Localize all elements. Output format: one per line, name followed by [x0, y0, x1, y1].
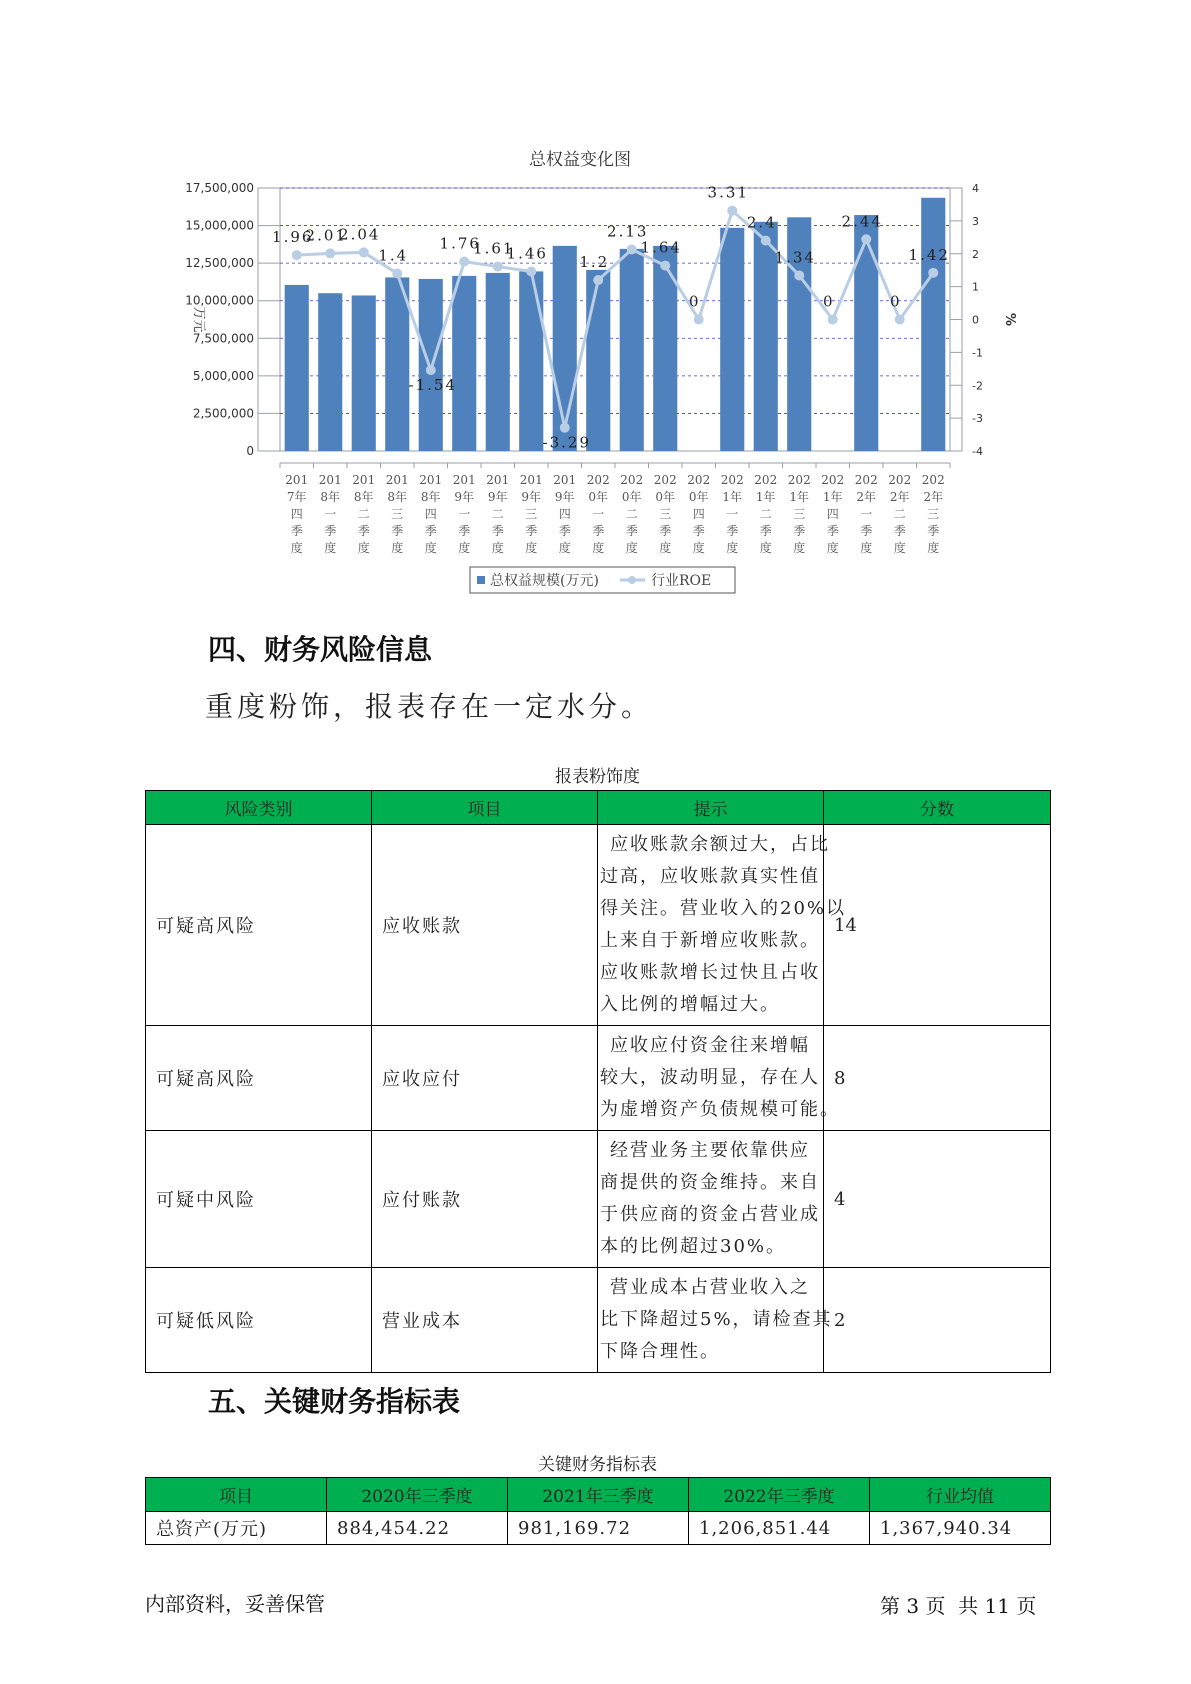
- risk-category-cell: 可疑高风险: [146, 1026, 372, 1131]
- footer-confidential: 内部资料，妥善保管: [145, 1592, 325, 1616]
- roe-data-label: 1.42: [908, 245, 950, 264]
- roe-data-label: 1.96: [272, 228, 314, 247]
- y-right-title: %: [1002, 312, 1017, 327]
- bar: [586, 270, 610, 451]
- risk-hint-line: 过高，应收账款真实性值: [600, 866, 820, 887]
- roe-point: [727, 206, 737, 216]
- roe-point: [459, 257, 469, 267]
- y-left-tick-label: 15,000,000: [185, 218, 254, 233]
- x-tick-label: 201 8年二季度: [352, 473, 376, 555]
- roe-point: [292, 250, 302, 260]
- bar: [519, 271, 543, 451]
- x-tick-label: 201 9年一季度: [452, 473, 476, 555]
- roe-point: [761, 236, 771, 246]
- bar: [352, 295, 376, 451]
- risk-table: [145, 790, 1051, 1373]
- y-left-tick-label: 10,000,000: [185, 293, 254, 308]
- kpi-table-header: [146, 1478, 1051, 1512]
- bar: [854, 215, 878, 451]
- roe-point: [560, 423, 570, 433]
- x-tick-label: 202 1年二季度: [754, 473, 778, 555]
- roe-data-label: 0: [822, 292, 835, 311]
- bar: [385, 277, 409, 451]
- chart-title: 总权益变化图: [529, 150, 631, 170]
- roe-point: [392, 268, 402, 278]
- table-row: [146, 1131, 1051, 1268]
- risk-hint-line: 经营业务主要依靠供应: [610, 1140, 810, 1161]
- header-cell: 项目: [372, 791, 598, 825]
- y-right-tick-label: -3: [972, 412, 983, 426]
- header-cell: 2020年三季度: [327, 1478, 508, 1512]
- kpi-table: [145, 1477, 1051, 1545]
- kpi-table-caption: 关键财务指标表: [538, 1455, 657, 1475]
- roe-point: [593, 275, 603, 285]
- x-tick-label: 201 8年三季度: [385, 473, 409, 555]
- y-right-tick-label: -4: [972, 445, 983, 458]
- bar: [486, 273, 510, 451]
- y-right-tick-label: 0: [972, 313, 979, 327]
- x-tick-label: 201 9年四季度: [553, 473, 577, 555]
- y-left-tick-label: 17,500,000: [185, 181, 254, 195]
- risk-score-cell: 14: [824, 825, 1051, 1026]
- table-row: [146, 1026, 1051, 1131]
- risk-hint-line: 商提供的资金维持。来自: [600, 1172, 820, 1193]
- kpi-cell: 884,454.22: [327, 1512, 508, 1545]
- x-tick-label: 201 8年一季度: [318, 473, 342, 555]
- y-right-tick-label: 4: [972, 182, 979, 195]
- risk-summary: 重度粉饰，报表存在一定水分。: [205, 690, 654, 723]
- x-tick-label: 202 0年四季度: [687, 473, 711, 555]
- y-right-tick-label: 3: [972, 214, 979, 228]
- roe-data-label: 2.4: [746, 213, 777, 232]
- x-tick-label: 202 0年一季度: [586, 473, 610, 555]
- risk-hint-line: 比下降超过5%，请检查其: [600, 1309, 833, 1330]
- x-tick-label: 201 7年四季度: [285, 473, 309, 555]
- roe-point: [895, 315, 905, 325]
- chart-svg: [180, 140, 1017, 600]
- table-row: [146, 1512, 1051, 1545]
- x-tick-label: 202 0年三季度: [653, 473, 677, 555]
- roe-point: [526, 267, 536, 277]
- risk-item-cell: 应收账款: [372, 825, 598, 1026]
- x-tick-label: 201 8年四季度: [419, 473, 443, 555]
- risk-category-cell: 可疑中风险: [146, 1131, 372, 1268]
- roe-data-label: -3.29: [542, 433, 591, 452]
- roe-data-label: -1.54: [408, 376, 457, 395]
- roe-point: [861, 234, 871, 244]
- x-tick-label: 201 9年二季度: [486, 473, 510, 555]
- y-right-tick-label: 2: [972, 247, 979, 261]
- roe-data-label: 2.13: [607, 222, 649, 241]
- risk-hint-line: 应收账款增长过快且占收: [600, 962, 820, 983]
- header-cell: 提示: [598, 791, 824, 825]
- table-row: [146, 825, 1051, 1026]
- x-tick-label: 202 1年四季度: [821, 473, 845, 555]
- risk-score-cell: 2: [824, 1268, 1051, 1373]
- kpi-cell: 1,367,940.34: [870, 1512, 1051, 1545]
- x-tick-label: 202 0年二季度: [620, 473, 644, 555]
- risk-hint-line: 本的比例超过30%。: [600, 1236, 787, 1257]
- roe-data-label: 3.31: [707, 183, 749, 202]
- footer-page-number: 第 3 页 共 11 页: [880, 1594, 1037, 1618]
- risk-item-cell: 应付账款: [372, 1131, 598, 1268]
- roe-point: [794, 270, 804, 280]
- kpi-cell: 981,169.72: [508, 1512, 689, 1545]
- roe-data-label: 1.2: [579, 253, 610, 272]
- legend-line-marker: [628, 576, 636, 584]
- risk-hint-line: 较大，波动明显，存在人: [600, 1067, 820, 1088]
- section-heading-risk: 四、财务风险信息: [208, 633, 433, 666]
- x-tick-label: 202 2年三季度: [921, 473, 945, 555]
- y-left-tick-label: 12,500,000: [185, 256, 254, 271]
- risk-score-cell: 8: [824, 1026, 1051, 1131]
- roe-data-label: 0: [889, 292, 902, 311]
- risk-item-cell: 应收应付: [372, 1026, 598, 1131]
- roe-data-label: 2.44: [841, 212, 883, 231]
- bar: [921, 198, 945, 451]
- legend-line-label: 行业ROE: [651, 573, 712, 589]
- bar: [452, 276, 476, 451]
- x-tick-label: 202 2年二季度: [888, 473, 912, 555]
- bar: [553, 246, 577, 451]
- roe-point: [627, 244, 637, 254]
- roe-data-label: 2.04: [339, 225, 381, 244]
- y-right-tick-label: -1: [972, 346, 983, 360]
- risk-item-cell: 营业成本: [372, 1268, 598, 1373]
- risk-score-cell: 4: [824, 1131, 1051, 1268]
- y-right-tick-label: -2: [972, 379, 983, 393]
- header-cell: 2022年三季度: [689, 1478, 870, 1512]
- y-left-title: 万元: [191, 306, 206, 333]
- bar: [419, 279, 443, 451]
- risk-hint-cell: [598, 1131, 824, 1268]
- header-cell: 行业均值: [870, 1478, 1051, 1512]
- y-right-tick-label: 1: [972, 280, 979, 294]
- x-tick-label: 202 1年一季度: [720, 473, 744, 555]
- risk-hint-line: 应收应付资金往来增幅: [610, 1035, 810, 1056]
- roe-data-label: 1.34: [774, 248, 816, 267]
- equity-chart: [180, 140, 1017, 600]
- bar: [285, 285, 309, 451]
- kpi-cell: 总资产(万元): [146, 1512, 327, 1545]
- header-cell: 2021年三季度: [508, 1478, 689, 1512]
- legend-bar-label: 总权益规模(万元): [490, 573, 599, 589]
- risk-hint-line: 应收账款余额过大，占比: [610, 834, 830, 855]
- risk-hint-cell: [598, 1268, 833, 1373]
- x-tick-label: 202 2年一季度: [854, 473, 878, 555]
- risk-hint-line: 得关注。营业收入的20%以: [600, 898, 847, 919]
- roe-point: [493, 262, 503, 272]
- risk-hint-cell: [598, 1026, 840, 1131]
- risk-category-cell: 可疑高风险: [146, 825, 372, 1026]
- risk-hint-line: 于供应商的资金占营业成: [600, 1204, 820, 1225]
- roe-data-label: 1.64: [640, 238, 682, 257]
- roe-point: [359, 247, 369, 257]
- x-tick-label: 201 9年三季度: [519, 473, 543, 555]
- risk-hint-line: 营业成本占营业收入之: [610, 1277, 810, 1298]
- roe-data-label: 1.4: [378, 246, 409, 265]
- roe-point: [694, 315, 704, 325]
- y-left-tick-label: 5,000,000: [192, 368, 254, 383]
- header-cell: 分数: [824, 791, 1051, 825]
- risk-table-header: [146, 791, 1051, 825]
- x-tick-label: 202 1年三季度: [787, 473, 811, 555]
- roe-point: [928, 268, 938, 278]
- roe-point: [828, 315, 838, 325]
- roe-data-label: 1.46: [506, 244, 548, 263]
- roe-data-label: 0: [688, 292, 701, 311]
- roe-data-label: 1.76: [439, 234, 481, 253]
- roe-point: [660, 261, 670, 271]
- section-heading-kpi: 五、关键财务指标表: [208, 1385, 461, 1418]
- y-left-tick-label: 0: [246, 444, 254, 458]
- roe-data-label: 1.61: [473, 239, 515, 258]
- roe-point: [426, 365, 436, 375]
- bar: [318, 293, 342, 451]
- header-cell: 风险类别: [146, 791, 372, 825]
- roe-point: [325, 248, 335, 258]
- risk-hint-line: 入比例的增幅过大。: [600, 994, 780, 1015]
- table-row: [146, 1268, 1051, 1373]
- bar: [620, 249, 644, 451]
- legend-bar-swatch: [477, 576, 485, 584]
- roe-data-label: 2.01: [305, 226, 347, 245]
- kpi-cell: 1,206,851.44: [689, 1512, 870, 1545]
- header-cell: 项目: [146, 1478, 327, 1512]
- bar: [720, 228, 744, 451]
- y-left-tick-label: 2,500,000: [192, 406, 254, 421]
- risk-hint-line: 上来自于新增应收账款。: [600, 930, 820, 951]
- risk-hint-line: 为虚增资产负债规模可能。: [600, 1099, 840, 1120]
- risk-category-cell: 可疑低风险: [146, 1268, 372, 1373]
- risk-hint-line: 下降合理性。: [600, 1341, 720, 1362]
- y-left-tick-label: 7,500,000: [192, 331, 254, 346]
- risk-table-caption: 报表粉饰度: [555, 767, 640, 787]
